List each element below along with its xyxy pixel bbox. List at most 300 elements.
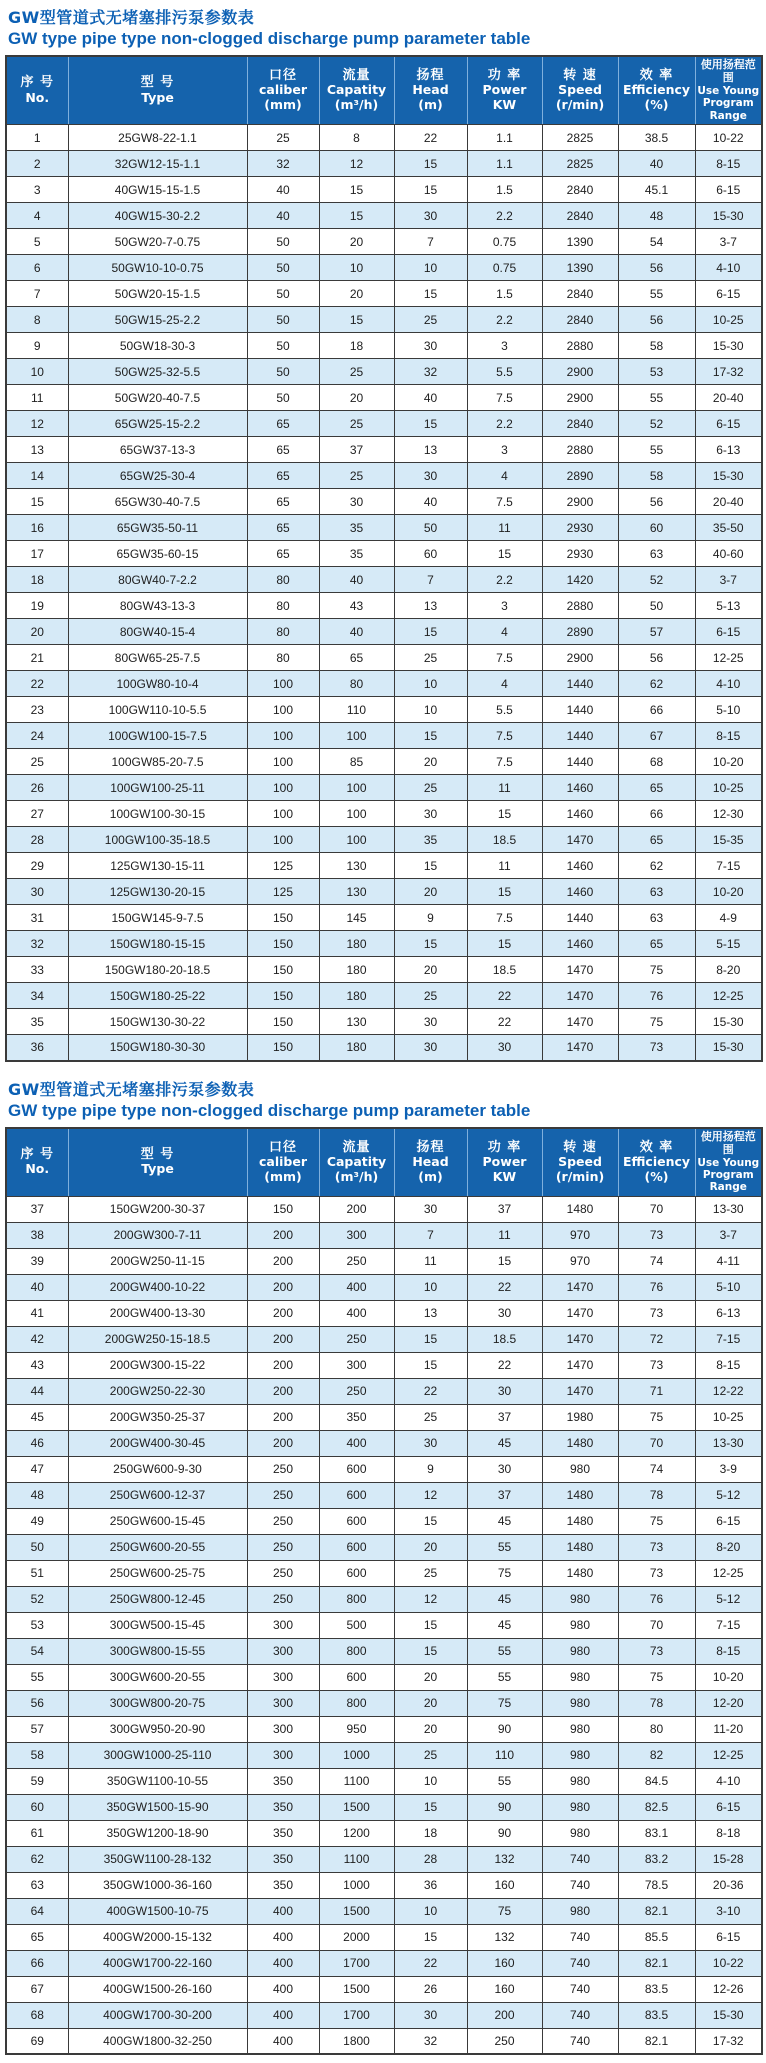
cell-power: 7.5 bbox=[467, 385, 542, 411]
cell-no: 63 bbox=[6, 1872, 68, 1898]
table-body bbox=[6, 1196, 762, 2054]
cell-capacity: 600 bbox=[319, 1456, 394, 1482]
column-header-efficiency bbox=[618, 56, 695, 125]
header-line: (m³/h) bbox=[334, 97, 379, 113]
cell-capacity: 950 bbox=[319, 1716, 394, 1742]
table-title-en: GW type pipe type non-clogged discharge pump parameter table bbox=[8, 1100, 531, 1120]
cell-head: 10 bbox=[394, 697, 467, 723]
cell-range: 6-15 bbox=[695, 281, 762, 307]
cell-head: 32 bbox=[394, 359, 467, 385]
header-line: Power bbox=[482, 82, 527, 98]
cell-caliber: 200 bbox=[247, 1352, 319, 1378]
cell-type: 300GW1000-25-110 bbox=[68, 1742, 247, 1768]
cell-caliber: 350 bbox=[247, 1820, 319, 1846]
cell-capacity: 400 bbox=[319, 1274, 394, 1300]
cell-caliber: 150 bbox=[247, 1196, 319, 1222]
cell-head: 10 bbox=[394, 255, 467, 281]
cell-speed: 1470 bbox=[542, 983, 618, 1009]
cell-head: 15 bbox=[394, 411, 467, 437]
cell-caliber: 350 bbox=[247, 1846, 319, 1872]
cell-capacity: 400 bbox=[319, 1300, 394, 1326]
cell-power: 30 bbox=[467, 1456, 542, 1482]
cell-speed: 1470 bbox=[542, 827, 618, 853]
cell-head: 50 bbox=[394, 515, 467, 541]
cell-efficiency: 66 bbox=[618, 801, 695, 827]
cell-type: 400GW1700-22-160 bbox=[68, 1950, 247, 1976]
cell-type: 200GW400-13-30 bbox=[68, 1300, 247, 1326]
cell-capacity: 130 bbox=[319, 1009, 394, 1035]
cell-type: 200GW400-10-22 bbox=[68, 1274, 247, 1300]
cell-caliber: 300 bbox=[247, 1742, 319, 1768]
cell-efficiency: 82.1 bbox=[618, 1898, 695, 1924]
cell-capacity: 250 bbox=[319, 1326, 394, 1352]
header-line: 使用扬程范围 bbox=[700, 1129, 756, 1156]
cell-capacity: 500 bbox=[319, 1612, 394, 1638]
table-row bbox=[6, 1378, 762, 1404]
cell-head: 15 bbox=[394, 1612, 467, 1638]
cell-range: 4-10 bbox=[695, 671, 762, 697]
cell-speed: 980 bbox=[542, 1742, 618, 1768]
cell-power: 45 bbox=[467, 1430, 542, 1456]
cell-range: 17-32 bbox=[695, 359, 762, 385]
cell-caliber: 150 bbox=[247, 957, 319, 983]
cell-capacity: 200 bbox=[319, 1196, 394, 1222]
cell-head: 30 bbox=[394, 1009, 467, 1035]
cell-head: 9 bbox=[394, 905, 467, 931]
cell-efficiency: 58 bbox=[618, 463, 695, 489]
cell-efficiency: 76 bbox=[618, 1586, 695, 1612]
cell-power: 0.75 bbox=[467, 229, 542, 255]
cell-caliber: 100 bbox=[247, 671, 319, 697]
cell-efficiency: 75 bbox=[618, 1404, 695, 1430]
cell-efficiency: 70 bbox=[618, 1612, 695, 1638]
cell-speed: 1460 bbox=[542, 853, 618, 879]
cell-head: 15 bbox=[394, 1794, 467, 1820]
cell-power: 18.5 bbox=[467, 1326, 542, 1352]
cell-range: 10-25 bbox=[695, 307, 762, 333]
cell-no: 2 bbox=[6, 151, 68, 177]
cell-efficiency: 52 bbox=[618, 411, 695, 437]
cell-capacity: 85 bbox=[319, 749, 394, 775]
cell-no: 22 bbox=[6, 671, 68, 697]
cell-caliber: 65 bbox=[247, 411, 319, 437]
header-line: 流量 bbox=[342, 1139, 371, 1155]
cell-head: 30 bbox=[394, 203, 467, 229]
cell-caliber: 100 bbox=[247, 723, 319, 749]
cell-range: 12-25 bbox=[695, 983, 762, 1009]
cell-power: 11 bbox=[467, 515, 542, 541]
cell-caliber: 50 bbox=[247, 333, 319, 359]
cell-head: 10 bbox=[394, 1274, 467, 1300]
cell-no: 62 bbox=[6, 1846, 68, 1872]
cell-speed: 1480 bbox=[542, 1534, 618, 1560]
cell-power: 55 bbox=[467, 1534, 542, 1560]
cell-speed: 2890 bbox=[542, 463, 618, 489]
header-line: Efficiency bbox=[622, 1154, 691, 1169]
table-section-1 bbox=[5, 2, 761, 1062]
cell-type: 50GW25-32-5.5 bbox=[68, 359, 247, 385]
cell-no: 12 bbox=[6, 411, 68, 437]
cell-range: 8-15 bbox=[695, 723, 762, 749]
cell-capacity: 1100 bbox=[319, 1846, 394, 1872]
cell-efficiency: 56 bbox=[618, 645, 695, 671]
cell-range: 12-25 bbox=[695, 1742, 762, 1768]
cell-type: 250GW600-15-45 bbox=[68, 1508, 247, 1534]
cell-capacity: 600 bbox=[319, 1534, 394, 1560]
table-row bbox=[6, 151, 762, 177]
cell-no: 43 bbox=[6, 1352, 68, 1378]
cell-power: 11 bbox=[467, 1222, 542, 1248]
cell-head: 25 bbox=[394, 307, 467, 333]
cell-range: 15-30 bbox=[695, 1035, 762, 1061]
table-row bbox=[6, 1009, 762, 1035]
cell-efficiency: 82.1 bbox=[618, 2028, 695, 2054]
cell-type: 65GW35-60-15 bbox=[68, 541, 247, 567]
cell-type: 100GW80-10-4 bbox=[68, 671, 247, 697]
header-line: 序 号 bbox=[20, 1147, 55, 1163]
header-line: 口径 bbox=[268, 1139, 297, 1155]
cell-speed: 1480 bbox=[542, 1482, 618, 1508]
cell-caliber: 150 bbox=[247, 931, 319, 957]
cell-speed: 2840 bbox=[542, 203, 618, 229]
table-row bbox=[6, 437, 762, 463]
cell-power: 2.2 bbox=[467, 307, 542, 333]
cell-no: 61 bbox=[6, 1820, 68, 1846]
cell-power: 37 bbox=[467, 1482, 542, 1508]
cell-caliber: 250 bbox=[247, 1508, 319, 1534]
header-line: 转 速 bbox=[563, 1139, 597, 1155]
table-row bbox=[6, 463, 762, 489]
cell-speed: 1480 bbox=[542, 1560, 618, 1586]
table-row bbox=[6, 515, 762, 541]
cell-type: 25GW8-22-1.1 bbox=[68, 125, 247, 151]
cell-capacity: 20 bbox=[319, 385, 394, 411]
cell-range: 12-30 bbox=[695, 801, 762, 827]
cell-efficiency: 74 bbox=[618, 1456, 695, 1482]
cell-range: 35-50 bbox=[695, 515, 762, 541]
cell-type: 80GW43-13-3 bbox=[68, 593, 247, 619]
table-row bbox=[6, 1404, 762, 1430]
cell-power: 55 bbox=[467, 1638, 542, 1664]
cell-range: 15-30 bbox=[695, 333, 762, 359]
cell-range: 3-10 bbox=[695, 1898, 762, 1924]
cell-caliber: 50 bbox=[247, 255, 319, 281]
cell-range: 3-7 bbox=[695, 229, 762, 255]
header-line: No. bbox=[25, 1161, 50, 1177]
cell-type: 80GW65-25-7.5 bbox=[68, 645, 247, 671]
cell-type: 150GW180-25-22 bbox=[68, 983, 247, 1009]
cell-caliber: 250 bbox=[247, 1456, 319, 1482]
table-title-zh: GW型管道式无堵塞排污泵参数表 bbox=[8, 1079, 255, 1099]
cell-capacity: 2000 bbox=[319, 1924, 394, 1950]
table-row bbox=[6, 203, 762, 229]
cell-capacity: 35 bbox=[319, 515, 394, 541]
cell-head: 40 bbox=[394, 385, 467, 411]
cell-caliber: 150 bbox=[247, 905, 319, 931]
cell-no: 49 bbox=[6, 1508, 68, 1534]
cell-type: 125GW130-20-15 bbox=[68, 879, 247, 905]
table-row bbox=[6, 1638, 762, 1664]
cell-efficiency: 55 bbox=[618, 281, 695, 307]
column-header-type bbox=[68, 1128, 247, 1197]
cell-efficiency: 76 bbox=[618, 983, 695, 1009]
table-title-en: GW type pipe type non-clogged discharge pump parameter table bbox=[8, 29, 531, 48]
cell-no: 31 bbox=[6, 905, 68, 931]
cell-capacity: 1500 bbox=[319, 1976, 394, 2002]
cell-efficiency: 75 bbox=[618, 1664, 695, 1690]
cell-head: 15 bbox=[394, 1924, 467, 1950]
cell-head: 26 bbox=[394, 1976, 467, 2002]
cell-range: 8-18 bbox=[695, 1820, 762, 1846]
cell-caliber: 40 bbox=[247, 203, 319, 229]
cell-head: 20 bbox=[394, 1534, 467, 1560]
cell-type: 150GW145-9-7.5 bbox=[68, 905, 247, 931]
table-row bbox=[6, 853, 762, 879]
cell-capacity: 130 bbox=[319, 879, 394, 905]
header-line: 效 率 bbox=[639, 68, 674, 84]
cell-range: 12-20 bbox=[695, 1690, 762, 1716]
cell-speed: 1470 bbox=[542, 1326, 618, 1352]
header-line: Program Range bbox=[702, 1168, 754, 1194]
table-row bbox=[6, 697, 762, 723]
cell-type: 50GW15-25-2.2 bbox=[68, 307, 247, 333]
cell-head: 20 bbox=[394, 1716, 467, 1742]
column-header-head bbox=[394, 1128, 467, 1197]
cell-range: 10-22 bbox=[695, 1950, 762, 1976]
cell-type: 200GW350-25-37 bbox=[68, 1404, 247, 1430]
cell-efficiency: 82.1 bbox=[618, 1950, 695, 1976]
cell-no: 5 bbox=[6, 229, 68, 255]
cell-type: 100GW100-35-18.5 bbox=[68, 827, 247, 853]
cell-power: 4 bbox=[467, 463, 542, 489]
column-header-capacity bbox=[319, 1128, 394, 1197]
cell-speed: 980 bbox=[542, 1664, 618, 1690]
cell-head: 18 bbox=[394, 1820, 467, 1846]
table-row bbox=[6, 1794, 762, 1820]
cell-head: 30 bbox=[394, 2002, 467, 2028]
cell-capacity: 800 bbox=[319, 1638, 394, 1664]
cell-type: 350GW1100-10-55 bbox=[68, 1768, 247, 1794]
cell-capacity: 180 bbox=[319, 931, 394, 957]
cell-speed: 980 bbox=[542, 1690, 618, 1716]
cell-capacity: 1800 bbox=[319, 2028, 394, 2054]
cell-efficiency: 73 bbox=[618, 1534, 695, 1560]
cell-caliber: 200 bbox=[247, 1248, 319, 1274]
cell-head: 15 bbox=[394, 1326, 467, 1352]
cell-speed: 1980 bbox=[542, 1404, 618, 1430]
cell-speed: 1470 bbox=[542, 957, 618, 983]
header-line: Capatity bbox=[326, 1154, 387, 1169]
cell-no: 52 bbox=[6, 1586, 68, 1612]
table-row bbox=[6, 1950, 762, 1976]
header-line: (%) bbox=[644, 97, 669, 113]
cell-range: 8-20 bbox=[695, 957, 762, 983]
table-row bbox=[6, 827, 762, 853]
cell-caliber: 200 bbox=[247, 1378, 319, 1404]
table-row bbox=[6, 905, 762, 931]
cell-speed: 1480 bbox=[542, 1508, 618, 1534]
cell-caliber: 200 bbox=[247, 1430, 319, 1456]
cell-efficiency: 73 bbox=[618, 1352, 695, 1378]
cell-capacity: 15 bbox=[319, 177, 394, 203]
cell-capacity: 25 bbox=[319, 411, 394, 437]
header-line: 功 率 bbox=[487, 68, 522, 84]
cell-speed: 2840 bbox=[542, 177, 618, 203]
cell-caliber: 100 bbox=[247, 697, 319, 723]
table-section-2 bbox=[5, 1074, 761, 2056]
cell-speed: 980 bbox=[542, 1794, 618, 1820]
table-row bbox=[6, 489, 762, 515]
cell-speed: 1420 bbox=[542, 567, 618, 593]
cell-speed: 740 bbox=[542, 1846, 618, 1872]
table-row bbox=[6, 411, 762, 437]
cell-power: 55 bbox=[467, 1664, 542, 1690]
cell-head: 25 bbox=[394, 645, 467, 671]
cell-efficiency: 75 bbox=[618, 1508, 695, 1534]
cell-speed: 1480 bbox=[542, 1196, 618, 1222]
cell-range: 15-30 bbox=[695, 2002, 762, 2028]
cell-efficiency: 78 bbox=[618, 1482, 695, 1508]
cell-capacity: 15 bbox=[319, 307, 394, 333]
cell-efficiency: 85.5 bbox=[618, 1924, 695, 1950]
cell-speed: 2825 bbox=[542, 125, 618, 151]
cell-speed: 1390 bbox=[542, 255, 618, 281]
cell-range: 10-20 bbox=[695, 749, 762, 775]
cell-capacity: 400 bbox=[319, 1430, 394, 1456]
cell-caliber: 250 bbox=[247, 1586, 319, 1612]
cell-power: 1.5 bbox=[467, 177, 542, 203]
cell-range: 5-13 bbox=[695, 593, 762, 619]
cell-capacity: 1700 bbox=[319, 1950, 394, 1976]
cell-efficiency: 83.5 bbox=[618, 2002, 695, 2028]
cell-caliber: 50 bbox=[247, 359, 319, 385]
cell-power: 18.5 bbox=[467, 827, 542, 853]
cell-efficiency: 50 bbox=[618, 593, 695, 619]
header-line: 效 率 bbox=[639, 1139, 674, 1155]
cell-efficiency: 70 bbox=[618, 1196, 695, 1222]
header-line: (m) bbox=[418, 97, 443, 113]
table-header bbox=[6, 56, 762, 125]
cell-head: 20 bbox=[394, 749, 467, 775]
cell-type: 80GW40-15-4 bbox=[68, 619, 247, 645]
cell-capacity: 20 bbox=[319, 229, 394, 255]
cell-caliber: 350 bbox=[247, 1768, 319, 1794]
table-row bbox=[6, 801, 762, 827]
cell-capacity: 800 bbox=[319, 1586, 394, 1612]
cell-power: 30 bbox=[467, 1035, 542, 1061]
cell-range: 3-7 bbox=[695, 567, 762, 593]
cell-speed: 2840 bbox=[542, 411, 618, 437]
cell-head: 30 bbox=[394, 801, 467, 827]
cell-type: 80GW40-7-2.2 bbox=[68, 567, 247, 593]
cell-speed: 980 bbox=[542, 1898, 618, 1924]
header-line: KW bbox=[492, 1168, 517, 1184]
cell-capacity: 250 bbox=[319, 1378, 394, 1404]
cell-caliber: 250 bbox=[247, 1482, 319, 1508]
cell-range: 8-20 bbox=[695, 1534, 762, 1560]
cell-efficiency: 73 bbox=[618, 1560, 695, 1586]
table-row bbox=[6, 2028, 762, 2054]
cell-efficiency: 53 bbox=[618, 359, 695, 385]
column-header-efficiency bbox=[618, 1128, 695, 1197]
table-row bbox=[6, 879, 762, 905]
cell-power: 15 bbox=[467, 1248, 542, 1274]
cell-range: 7-15 bbox=[695, 1326, 762, 1352]
cell-power: 11 bbox=[467, 853, 542, 879]
cell-range: 20-40 bbox=[695, 489, 762, 515]
cell-speed: 980 bbox=[542, 1820, 618, 1846]
cell-caliber: 50 bbox=[247, 307, 319, 333]
table-row bbox=[6, 1508, 762, 1534]
header-line: 型 号 bbox=[140, 75, 175, 91]
cell-caliber: 125 bbox=[247, 879, 319, 905]
cell-type: 150GW180-30-30 bbox=[68, 1035, 247, 1061]
column-header-head bbox=[394, 56, 467, 125]
header-line: 口径 bbox=[268, 68, 297, 84]
table-row bbox=[6, 1300, 762, 1326]
cell-type: 50GW18-30-3 bbox=[68, 333, 247, 359]
table-row bbox=[6, 1612, 762, 1638]
cell-no: 55 bbox=[6, 1664, 68, 1690]
cell-type: 50GW20-40-7.5 bbox=[68, 385, 247, 411]
table-row bbox=[6, 1976, 762, 2002]
cell-efficiency: 82.5 bbox=[618, 1794, 695, 1820]
cell-power: 1.5 bbox=[467, 281, 542, 307]
cell-range: 10-25 bbox=[695, 1404, 762, 1430]
header-line: Capatity bbox=[326, 82, 387, 98]
cell-range: 7-15 bbox=[695, 1612, 762, 1638]
cell-capacity: 1000 bbox=[319, 1742, 394, 1768]
cell-power: 90 bbox=[467, 1820, 542, 1846]
cell-type: 100GW100-25-11 bbox=[68, 775, 247, 801]
cell-no: 44 bbox=[6, 1378, 68, 1404]
cell-efficiency: 54 bbox=[618, 229, 695, 255]
cell-capacity: 65 bbox=[319, 645, 394, 671]
cell-no: 15 bbox=[6, 489, 68, 515]
cell-caliber: 80 bbox=[247, 593, 319, 619]
cell-speed: 980 bbox=[542, 1456, 618, 1482]
cell-head: 40 bbox=[394, 489, 467, 515]
cell-capacity: 100 bbox=[319, 723, 394, 749]
column-header-power bbox=[467, 1128, 542, 1197]
cell-efficiency: 67 bbox=[618, 723, 695, 749]
pump-parameter-table-2 bbox=[5, 1127, 763, 2056]
cell-efficiency: 83.2 bbox=[618, 1846, 695, 1872]
cell-capacity: 25 bbox=[319, 359, 394, 385]
cell-power: 7.5 bbox=[467, 723, 542, 749]
cell-no: 33 bbox=[6, 957, 68, 983]
cell-efficiency: 55 bbox=[618, 437, 695, 463]
cell-capacity: 180 bbox=[319, 983, 394, 1009]
cell-caliber: 350 bbox=[247, 1872, 319, 1898]
header-line: 扬程 bbox=[416, 68, 445, 84]
cell-no: 67 bbox=[6, 1976, 68, 2002]
cell-range: 3-9 bbox=[695, 1456, 762, 1482]
cell-speed: 2880 bbox=[542, 593, 618, 619]
table-row bbox=[6, 1690, 762, 1716]
cell-efficiency: 52 bbox=[618, 567, 695, 593]
cell-head: 30 bbox=[394, 1196, 467, 1222]
cell-capacity: 130 bbox=[319, 853, 394, 879]
cell-range: 5-10 bbox=[695, 1274, 762, 1300]
cell-no: 25 bbox=[6, 749, 68, 775]
cell-range: 20-36 bbox=[695, 1872, 762, 1898]
header-line: 序 号 bbox=[20, 75, 55, 91]
table-row bbox=[6, 957, 762, 983]
cell-capacity: 600 bbox=[319, 1664, 394, 1690]
cell-no: 42 bbox=[6, 1326, 68, 1352]
cell-caliber: 125 bbox=[247, 853, 319, 879]
